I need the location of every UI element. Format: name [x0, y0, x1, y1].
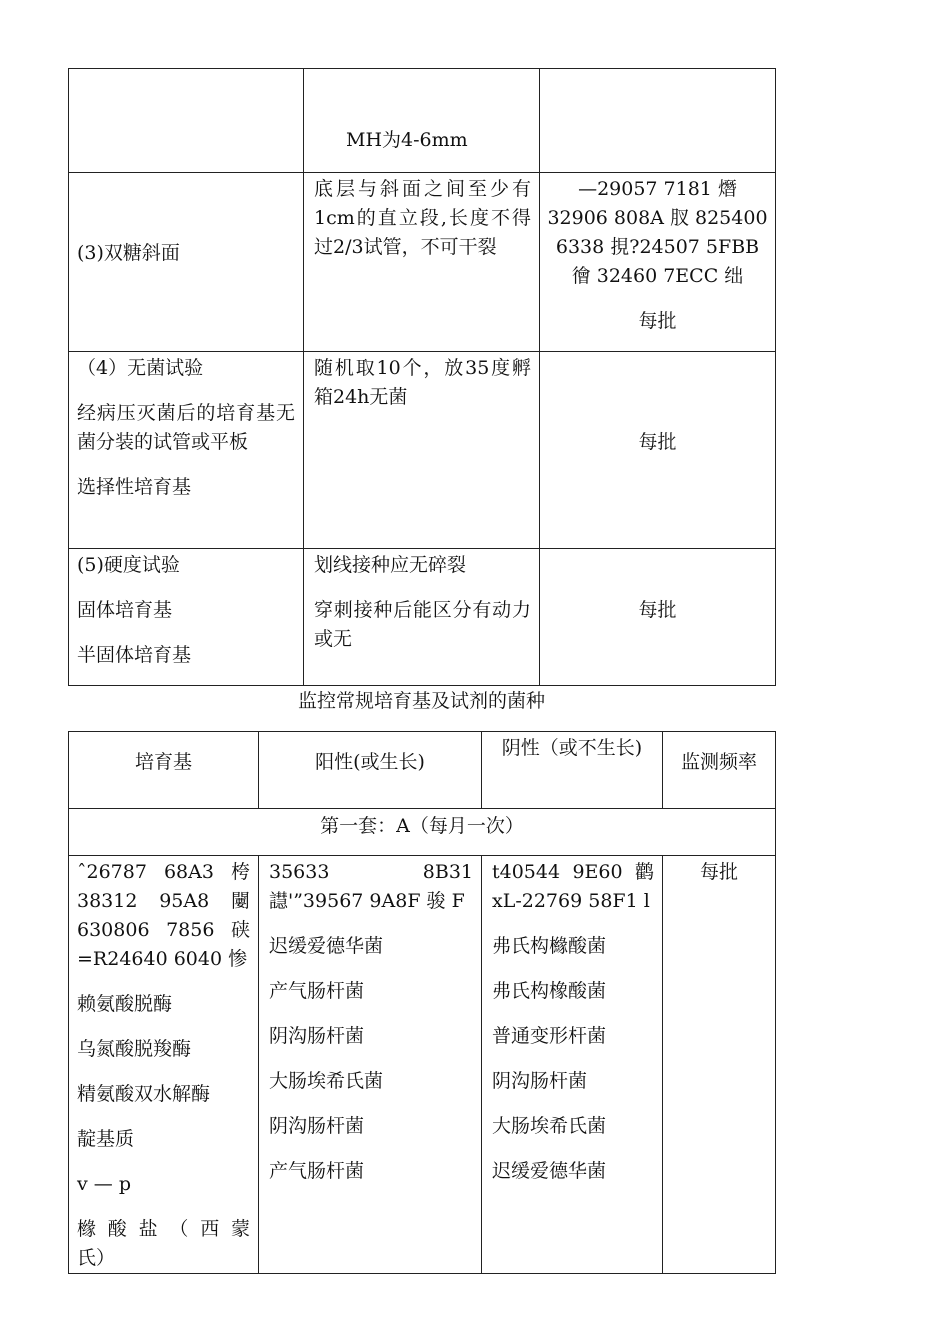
- header-text: 监测频率: [680, 751, 757, 773]
- table-group-row: [69, 809, 776, 856]
- column-header: [69, 732, 259, 809]
- table-row: [69, 69, 776, 173]
- column-header: [482, 732, 663, 809]
- media-item: 橼 酸 盐 （ 西 蒙 氏）: [77, 1218, 250, 1269]
- strain-item: 迟缓爱德华菌: [492, 1160, 607, 1182]
- strain-item: 普通变形杆菌: [492, 1025, 607, 1047]
- table-row: [69, 549, 776, 686]
- media-item: 赖氨酸脱酶: [77, 993, 173, 1015]
- column-header: [259, 732, 482, 809]
- positive-cell: [259, 856, 482, 1274]
- strain-item: 阴沟肠杆菌: [269, 1115, 365, 1137]
- table-caption: 监控常规培育基及试剂的菌种: [297, 690, 545, 712]
- header-text: 阳性(或生长): [315, 751, 425, 773]
- media-cell: [69, 856, 259, 1274]
- cell-text: (5)硬度试验: [77, 554, 180, 576]
- strain-item: t40544 9E60 鹳 xL-22769 58F1 l: [492, 861, 654, 912]
- column-header: [663, 732, 776, 809]
- table-row: [69, 173, 776, 352]
- header-text: 阴性（或不生长): [501, 737, 643, 759]
- media-item: 靛基质: [77, 1128, 135, 1150]
- media-item: ˆ26787 68A3 桍 38312 95A8 闄 630806 7856 硖 =R24640 6040 惨: [77, 861, 250, 970]
- cell-text: 选择性培育基: [77, 476, 192, 498]
- frequency-text: 每批: [699, 861, 738, 883]
- media-item: 乌氮酸脱羧酶: [77, 1038, 192, 1060]
- table-cell: [540, 173, 776, 352]
- header-text: 培育基: [134, 751, 192, 773]
- negative-cell: [482, 856, 663, 1274]
- table-cell: [304, 69, 540, 173]
- table-row: [69, 352, 776, 549]
- table-cell: [540, 549, 776, 686]
- cell-text: MH为4-6mm: [346, 129, 468, 151]
- cell-text: —29057 7181 熸 32906 808A 肞 825400 6338 挸?24507 5FBB 徻 32460 7ECC 绌: [547, 178, 768, 287]
- frequency-text: 每批: [638, 310, 677, 332]
- table-row: [69, 856, 776, 1274]
- strain-item: 阴沟肠杆菌: [492, 1070, 588, 1092]
- frequency-text: 每批: [638, 599, 677, 621]
- table-cell: [304, 352, 540, 549]
- cell-text: 随机取10个，放35度孵箱24h无菌: [314, 357, 531, 408]
- cell-text: （4）无菌试验: [77, 357, 204, 379]
- table-cell: [540, 69, 776, 173]
- strain-item: 35633 8B31 譿'”39567 9A8F 骏 F: [269, 861, 473, 912]
- cell-text: 穿刺接种后能区分有动力或无: [314, 599, 531, 650]
- strain-item: 产气肠杆菌: [269, 980, 365, 1002]
- cell-text: (3)双糖斜面: [77, 242, 180, 264]
- strain-item: 迟缓爱德华菌: [269, 935, 384, 957]
- table-cell: [69, 352, 304, 549]
- media-item: 精氨酸双水解酶: [77, 1083, 211, 1105]
- media-item: v — p: [77, 1173, 131, 1195]
- strain-item: 大肠埃希氏菌: [269, 1070, 384, 1092]
- strain-item: 产气肠杆菌: [269, 1160, 365, 1182]
- table-cell: [540, 352, 776, 549]
- table-cell: [69, 69, 304, 173]
- cell-text: 划线接种应无碎裂: [314, 554, 467, 576]
- cell-text: 固体培育基: [77, 599, 173, 621]
- table-cell: [69, 549, 304, 686]
- strain-item: 阴沟肠杆菌: [269, 1025, 365, 1047]
- strain-item: 大肠埃希氏菌: [492, 1115, 607, 1137]
- table-cell: [304, 173, 540, 352]
- table-cell: [69, 173, 304, 352]
- table-cell: [304, 549, 540, 686]
- group-cell: [69, 809, 776, 856]
- group-label: 第一套：A（每月一次）: [320, 815, 524, 837]
- quality-control-table: [68, 68, 776, 686]
- frequency-text: 每批: [638, 431, 677, 453]
- strain-item: 弗氏构櫞酸菌: [492, 935, 607, 957]
- cell-text: 底层与斜面之间至少有1cm的直立段,长度不得过2/3试管，不可干裂: [314, 178, 531, 258]
- frequency-cell: [663, 856, 776, 1274]
- strain-item: 弗氏构橡酸菌: [492, 980, 607, 1002]
- cell-text: 经病压灭菌后的培育基无菌分装的试管或平板: [77, 402, 295, 453]
- strain-table: [68, 731, 776, 1274]
- cell-text: 半固体培育基: [77, 644, 192, 666]
- table-header-row: [69, 732, 776, 809]
